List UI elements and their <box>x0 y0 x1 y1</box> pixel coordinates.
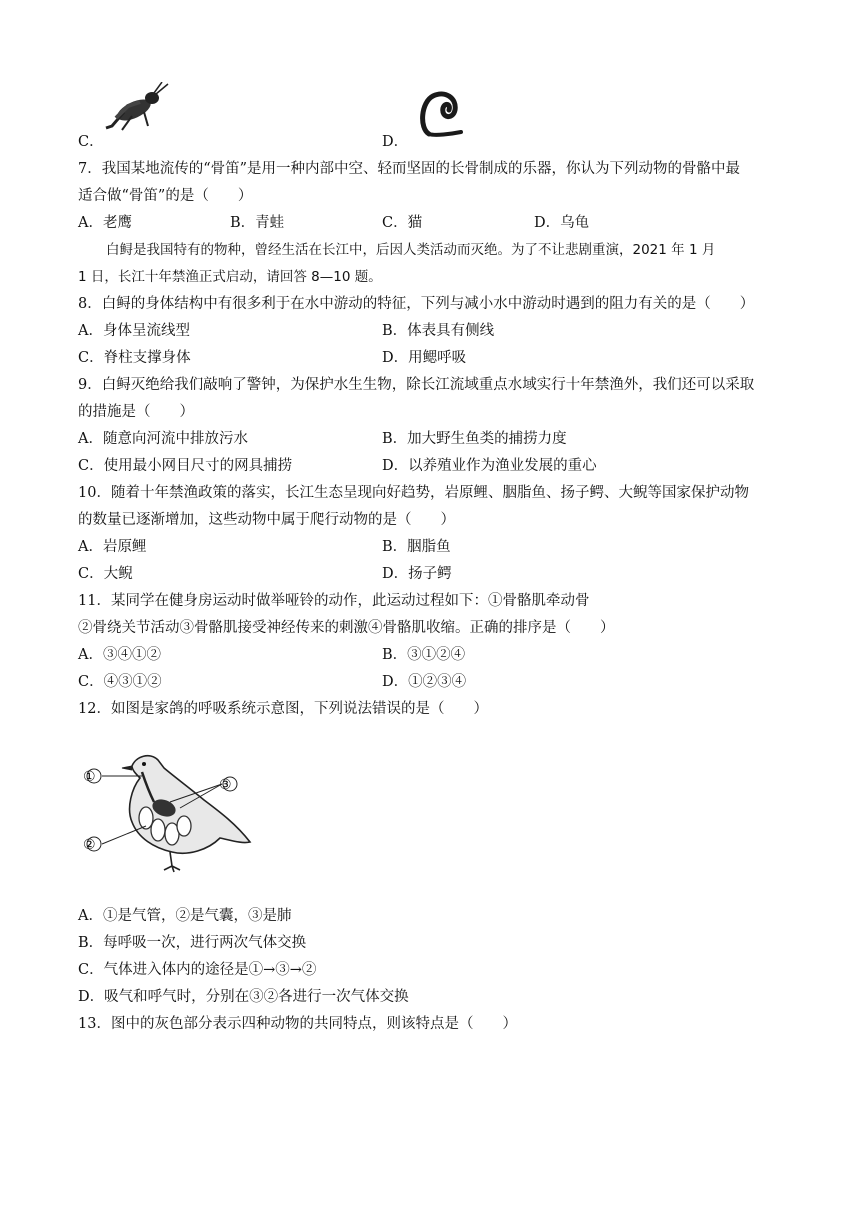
option-d-label: D． <box>382 134 409 150</box>
pigeon-respiratory-figure <box>80 738 260 888</box>
earthworm-image <box>415 88 467 138</box>
option-c-label: C． <box>78 134 104 150</box>
q12-stem: 12．如图是家鸽的呼吸系统示意图，下列说法错误的是（ ） <box>78 701 488 717</box>
figure-label-3: ③ <box>219 777 232 793</box>
q8-stem: 8．白鲟的身体结构中有很多利于在水中游动的特征，下列与减小水中游动时遇到的阻力有关的是（ ） <box>78 296 755 312</box>
q10-option-a: A．岩原鲤 <box>78 539 147 555</box>
q8-option-d: D．用鳃呼吸 <box>382 350 467 366</box>
q12-option-a: A．①是气管，②是气囊，③是肺 <box>78 908 292 924</box>
q11-stem-line2: ②骨绕关节活动③骨骼肌接受神经传来的刺激④骨骼肌收缩。正确的排序是（ ） <box>78 620 615 636</box>
q10-option-b: B．胭脂鱼 <box>382 539 451 555</box>
grasshopper-image <box>104 82 170 134</box>
q7-stem-line2: 适合做“骨笛”的是（ ） <box>78 188 253 204</box>
q10-stem-line2: 的数量已逐渐增加，这些动物中属于爬行动物的是（ ） <box>78 512 455 528</box>
q10-option-d: D．扬子鳄 <box>382 566 452 582</box>
q7-option-b: B．青蛙 <box>230 215 285 231</box>
q10-option-c: C．大鲵 <box>78 566 133 582</box>
q11-option-c: C．④③①② <box>78 674 162 690</box>
q11-option-d: D．①②③④ <box>382 674 467 690</box>
passage-line2: 1 日，长江十年禁渔正式启动，请回答 8—10 题。 <box>78 269 382 285</box>
q7-option-a: A．老鹰 <box>78 215 132 231</box>
q8-option-a: A．身体呈流线型 <box>78 323 190 339</box>
q11-stem-line1: 11．某同学在健身房运动时做举哑铃的动作，此运动过程如下：①骨骼肌牵动骨 <box>78 593 590 609</box>
figure-label-1: ① <box>83 769 96 785</box>
q12-option-d: D．吸气和呼气时，分别在③②各进行一次气体交换 <box>78 989 409 1005</box>
q8-option-c: C．脊柱支撑身体 <box>78 350 191 366</box>
q10-stem-line1: 10．随着十年禁渔政策的落实，长江生态呈现向好趋势，岩原鲤、胭脂鱼、扬子鳄、大鲵等国家保护动物 <box>78 485 749 501</box>
figure-label-2: ② <box>83 837 96 853</box>
q7-stem-line1: 7．我国某地流传的“骨笛”是用一种内部中空、轻而坚固的长骨制成的乐器，你认为下列动物的骨骼中最 <box>78 161 741 177</box>
q7-option-c: C．猫 <box>382 215 423 231</box>
q9-option-a: A．随意向河流中排放污水 <box>78 431 248 447</box>
q8-option-b: B．体表具有侧线 <box>382 323 495 339</box>
passage-line1: 白鲟是我国特有的物种，曾经生活在长江中，后因人类活动而灭绝。为了不让悲剧重演，2021 年 1 月 <box>106 242 716 258</box>
q9-option-b: B．加大野生鱼类的捕捞力度 <box>382 431 567 447</box>
q12-option-c: C．气体进入体内的途径是①→③→② <box>78 962 317 978</box>
q12-option-b: B．每呼吸一次，进行两次气体交换 <box>78 935 307 951</box>
q9-option-d: D．以养殖业作为渔业发展的重心 <box>382 458 597 474</box>
q7-option-d: D．乌龟 <box>534 215 590 231</box>
q9-stem-line1: 9．白鲟灭绝给我们敲响了警钟，为保护水生生物，除长江流域重点水域实行十年禁渔外，我们还可以采取 <box>78 377 755 393</box>
q11-option-a: A．③④①② <box>78 647 161 663</box>
q13-stem: 13．图中的灰色部分表示四种动物的共同特点，则该特点是（ ） <box>78 1016 517 1032</box>
q9-option-c: C．使用最小网目尺寸的网具捕捞 <box>78 458 293 474</box>
q11-option-b: B．③①②④ <box>382 647 466 663</box>
q9-stem-line2: 的措施是（ ） <box>78 404 194 420</box>
